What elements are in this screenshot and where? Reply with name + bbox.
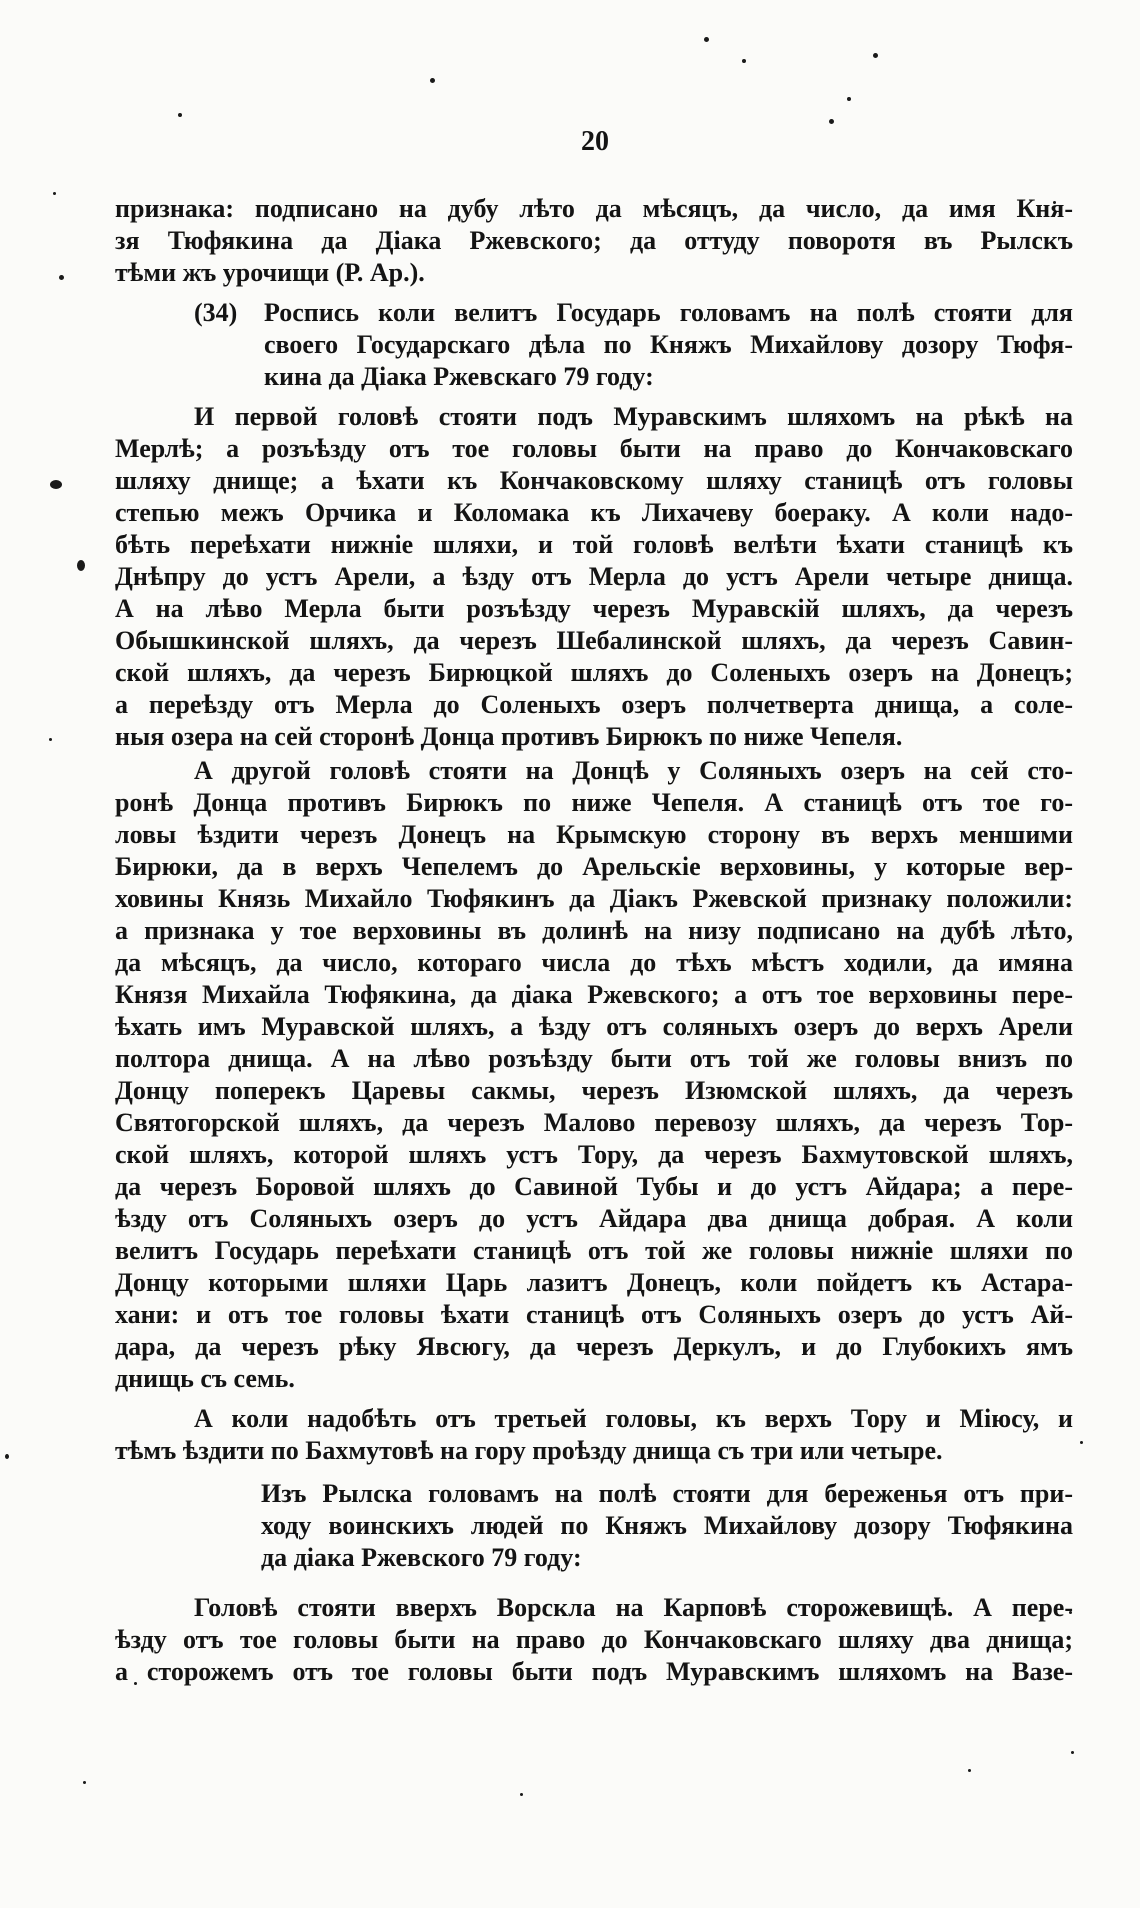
text-line: ловы ѣздити черезъ Донецъ на Крымскую сторону въ верхъ меншими (115, 820, 1073, 849)
paragraph-second-head (115, 755, 1073, 1395)
text-line: велитъ Государь переѣхати станицѣ отъ той же головы нижніе шляхи по (115, 1236, 1073, 1265)
scan-speck (847, 97, 851, 101)
text-line: ской шляхъ, да черезъ Бирюцкой шляхъ до Соленыхъ озеръ на Донецъ; (115, 658, 1073, 687)
heading-line: ходу воинскихъ людей по Княжъ Михайлову дозору Тюфякина (261, 1511, 1073, 1540)
scan-speck (50, 480, 62, 489)
section-34-heading (194, 297, 1073, 393)
section-number: (34) (194, 298, 238, 327)
heading-line (194, 297, 1073, 329)
text-line: Головѣ стояти вверхъ Ворскла на Карповѣ сторожевищѣ. А пере- (194, 1593, 1073, 1622)
text-line: зя Тюфякина да Діака Ржевского; да оттуду поворотя въ Рылскъ (115, 226, 1073, 255)
text-line: тѣми жъ урочищи (Р. Ар.). (115, 258, 425, 287)
text-line: И первой головѣ стояти подъ Муравскимъ шляхомъ на рѣкѣ на (194, 402, 1073, 431)
text-line: ѣзду отъ Соляныхъ озеръ до устъ Айдара два днища добрая. А коли (115, 1204, 1073, 1233)
scan-speck (968, 1769, 971, 1772)
heading-line: кина да Діака Ржевскаго 79 году: (264, 362, 654, 391)
heading-line: своего Государскаго дѣла по Княжъ Михайлову дозору Тюфя- (264, 330, 1073, 359)
scan-speck (873, 53, 878, 58)
scan-speck (77, 560, 85, 571)
paragraph-third-head (115, 1403, 1073, 1467)
scan-speck (430, 78, 435, 83)
rylsk-heading (261, 1478, 1073, 1574)
text-line: признака: подписано на дубу лѣто да мѣсяцъ, да число, да имя Кня- (115, 194, 1073, 223)
page-number: 20 (581, 126, 609, 157)
scan-speck (5, 1454, 9, 1459)
text-line: да черезъ Боровой шляхъ до Савиной Тубы и до устъ Айдара; а пере- (115, 1172, 1073, 1201)
paragraph-rylsk-head (115, 1592, 1073, 1688)
heading-line-text: Роспись коли велитъ Государь головамъ на полѣ стояти для (264, 298, 1073, 327)
continuation-text (115, 193, 1073, 289)
scan-speck (829, 119, 834, 124)
text-line: ѣхать имъ Муравской шляхъ, а ѣзду отъ соляныхъ озеръ до верхъ Арели (115, 1012, 1073, 1041)
text-line: ховины Князь Михайло Тюфякинъ да Діакъ Ржевской признаку положили: (115, 884, 1073, 913)
text-line: днищь съ семь. (115, 1364, 295, 1393)
text-line: полтора днища. А на лѣво розъѣзду быти отъ той же головы внизъ по (115, 1044, 1073, 1073)
text-line: дара, да черезъ рѣку Явсюгу, да черезъ Деркулъ, и до Глубокихъ ямъ (115, 1332, 1073, 1361)
text-line: бѣть переѣхати нижніе шляхи, и той головѣ велѣти ѣхати станицѣ къ (115, 530, 1073, 559)
text-line: ѣзду отъ тое головы быти на право до Кончаковскаго шляху два днища; (115, 1625, 1073, 1654)
text-line: Донцу которыми шляхи Царь лазитъ Донецъ, коли пойдетъ къ Астара- (115, 1268, 1073, 1297)
text-line: А на лѣво Мерла быти розъѣзду черезъ Муравскій шляхъ, да черезъ (115, 594, 1073, 623)
text-line: ныя озера на сей сторонѣ Донца противъ Бирюкъ по ниже Чепеля. (115, 722, 903, 751)
heading-line: да діака Ржевского 79 году: (261, 1543, 582, 1572)
text-line: А другой головѣ стояти на Донцѣ у Соляныхъ озеръ на сей сто- (194, 756, 1073, 785)
text-line: Донцу поперекъ Царевы сакмы, черезъ Изюмской шляхъ, да черезъ (115, 1076, 1073, 1105)
scan-speck (1080, 1441, 1083, 1444)
text-line: ской шляхъ, которой шляхъ устъ Тору, да черезъ Бахмутовской шляхъ, (115, 1140, 1073, 1169)
text-line: Обышкинской шляхъ, да черезъ Шебалинской шляхъ, да черезъ Савин- (115, 626, 1073, 655)
text-line: а признака у тое верховины въ долинѣ на низу подписано на дубѣ лѣто, (115, 916, 1073, 945)
scan-speck (49, 738, 52, 741)
text-line: Бирюки, да в верхъ Чепелемъ до Арельскіе верховины, у которые вер- (115, 852, 1073, 881)
scan-speck (520, 1793, 523, 1796)
text-line: шляху днище; а ѣхати къ Кончаковскому шляху станицѣ отъ головы (115, 466, 1073, 495)
text-line: Днѣпру до устъ Арели, а ѣзду отъ Мерла до устъ Арели четыре днища. (115, 562, 1073, 591)
text-line: тѣмъ ѣздити по Бахмутовѣ на гору проѣзду днища съ три или четыре. (115, 1436, 943, 1465)
text-line: а сторожемъ отъ тое головы быти подъ Муравскимъ шляхомъ на Вазе- (115, 1657, 1073, 1686)
scan-speck (704, 37, 709, 42)
scan-speck (178, 113, 182, 117)
text-line: хани: и отъ тое головы ѣхати станицѣ отъ Соляныхъ озеръ до устъ Ай- (115, 1300, 1073, 1329)
heading-line: Изъ Рылска головамъ на полѣ стояти для береженья отъ при- (261, 1479, 1073, 1508)
scan-speck (53, 192, 56, 195)
scan-speck (83, 1781, 86, 1784)
paragraph-first-head (115, 401, 1073, 753)
text-line: а переѣзду отъ Мерла до Соленыхъ озеръ полчетверта днища, а соле- (115, 690, 1073, 719)
scan-speck (1071, 1751, 1074, 1754)
scan-speck (59, 275, 64, 280)
text-line: ронѣ Донца противъ Бирюкъ по ниже Чепеля. А станицѣ отъ тое го- (115, 788, 1073, 817)
text-line: А коли надобѣть отъ третьей головы, къ верхъ Тору и Міюсу, и (194, 1404, 1073, 1433)
text-line: степью межъ Орчика и Коломака къ Лихачеву боераку. А коли надо- (115, 498, 1073, 527)
text-line: Князя Михайла Тюфякина, да діака Ржевского; а отъ тое верховины пере- (115, 980, 1073, 1009)
scan-speck (742, 59, 746, 63)
text-line: Мерлѣ; а розъѣзду отъ тое головы быти на право до Кончаковскаго (115, 434, 1073, 463)
text-line: Святогорской шляхъ, да черезъ Малово перевозу шляхъ, да черезъ Тор- (115, 1108, 1073, 1137)
text-line: да мѣсяцъ, да число, котораго числа до тѣхъ мѣстъ ходили, да имяна (115, 948, 1073, 977)
